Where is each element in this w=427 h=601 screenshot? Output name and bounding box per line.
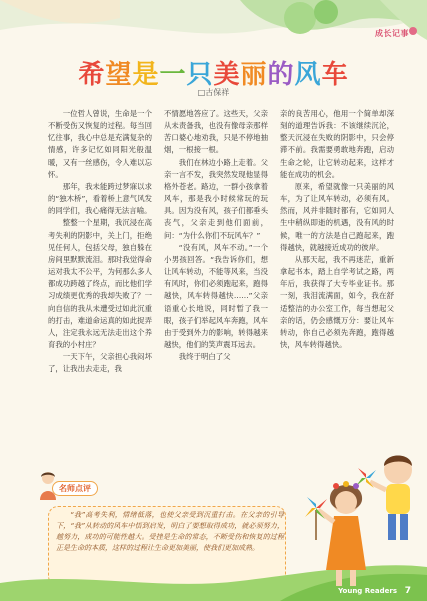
text-column-2 bbox=[164, 108, 268, 483]
children-with-pinwheels-illustration bbox=[300, 430, 427, 601]
paragraph: 那年，我未能跨过梦寐以求的“独木桥”，看着桥上意气风发的同学们，我心痛得无法言喻。 bbox=[48, 181, 152, 216]
title-char: 一 bbox=[159, 60, 187, 90]
paragraph: 我们在林边小路上走着。父亲一言不发，我突然发现他显得格外苍老。路边，一群小孩拿着风车，那是我小时候常玩的玩具。因为没有风，孩子们都垂头丧气，父亲走到他们面前，问：“为什么你们不玩风车？” bbox=[164, 157, 268, 240]
comment-label: 名师点评 bbox=[52, 481, 98, 496]
page-number: 7 bbox=[404, 586, 411, 596]
magazine-name: Young Readers bbox=[338, 587, 397, 595]
article-body bbox=[48, 108, 394, 483]
paragraph: “没有风，风车不动。”一个小男孩回答。“我告诉你们，想让风车转动，不能等风来，当没有风时，你们必须跑起来，跑得越快，风车转得越快……”父亲语重心长地说，同时暂了我一眼，孩子们举起风车奔跑，风车由于受到外力的影响，转得越来越快，他们的笑声震耳远去。 bbox=[164, 242, 268, 349]
tag-dot-icon bbox=[409, 27, 417, 35]
title-char: 望 bbox=[105, 60, 133, 90]
title-char: 的 bbox=[267, 60, 295, 90]
paragraph: 一天下午，父亲担心我闷坏了，让我出去走走，我 bbox=[48, 352, 152, 374]
comment-paragraph: “我”高考失利，情绪低落，也使父亲受到沉重打击。在父亲的引导下，“我”从转动的风车中悟到启发，明白了要想取得成功，就必须努力，越努力，成功的可能性越大。受挫是生命的常态，不断受伤和恢复的过程正是生命的本质，这样的过程让生命更加美丽，使我们更加成熟。 bbox=[56, 511, 284, 552]
title-char: 风 bbox=[294, 60, 322, 90]
title-char: 车 bbox=[321, 60, 349, 90]
text-column-1 bbox=[48, 108, 152, 483]
author-byline: □古保祥 bbox=[197, 88, 230, 97]
paragraph: 亲的良苦用心，他用一个简单却深刻的道理告诉我：不该继续沉沦，整天沉浸在失败的阴影中，只会停滞不前。我需要勇敢地奔跑，启动生命之轮，让它转动起来，这样才能在成功的机会。 bbox=[280, 109, 394, 179]
section-tag: 成长记事 bbox=[375, 29, 409, 38]
title-char: 只 bbox=[186, 60, 214, 90]
paragraph: 整整一个星期，我沉浸在高考失利的阴影中，关上门，拒绝见任何人，包括父母，独自躲在房间里默默流泪。那时我觉得命运对我太不公平，为何那么多人都成功跨越了终点，而比他们学习成绩更优秀的我却失败了？一向自信的我从未遭受过如此沉重的打击，难道命运真的如此捉弄人，注定我永远无法走出这个养育我的小村庄？ bbox=[48, 218, 152, 349]
paragraph: 从那天起，我不再迷茫，重新拿起书本，踏上自学考试之路，两年后，我获得了大专毕业证书。那一刻，我泪流满面，如今，我在舒适整洁的办公室工作，每当想起父亲的话，仍会感慨万分：要让风车转动，你自己必须先奔跑，跑得越快，风车转得越快。 bbox=[280, 254, 394, 349]
paragraph: 我终于明白了父 bbox=[178, 352, 231, 362]
title-char: 丽 bbox=[240, 60, 268, 90]
title-char: 希 bbox=[78, 60, 106, 90]
title-char: 美 bbox=[213, 60, 241, 90]
article-title bbox=[0, 54, 427, 91]
paragraph: 不情愿地答应了。这些天，父亲从未责备我，也没有像母亲那样苦口婆心地劝我，只是不停地抽烟，一根接一根。 bbox=[164, 109, 268, 155]
paragraph: 一位哲人曾说，生命是一个不断受伤又恢复的过程。每当回忆往事，我心中总是充满复杂的情感，许多记忆如同阳光般温暖，又有一丝感伤，令人难以忘怀。 bbox=[48, 109, 152, 179]
title-char: 是 bbox=[132, 60, 160, 90]
text-column-3 bbox=[280, 108, 394, 483]
paragraph: 原来，希望就像一只美丽的风车，为了让风车转动，必须有风。然而，风并非随时都有，它如同人生中稍纵即逝的机遇，没有风的时候，唯一的方法是自己跑起来，跑得越快，就越接近成功的彼岸。 bbox=[280, 181, 394, 252]
